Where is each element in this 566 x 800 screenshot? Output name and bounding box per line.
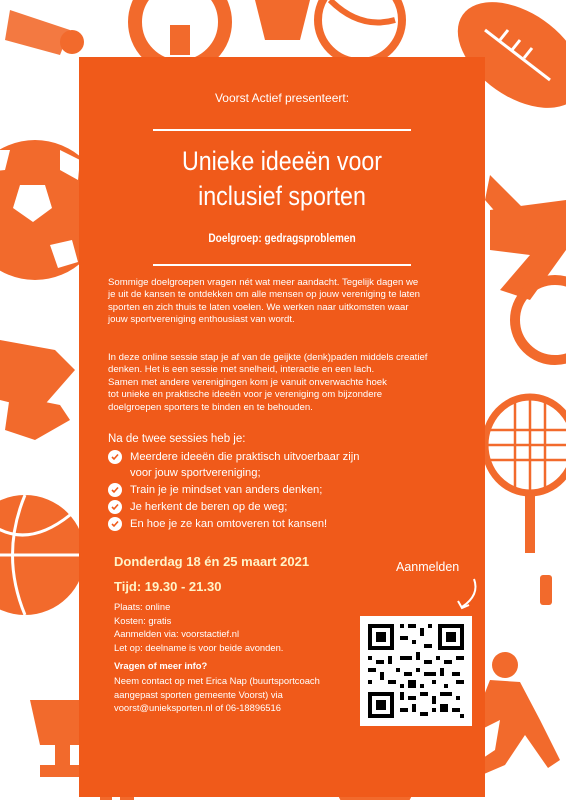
- target-group-subtitle: Doelgroep: gedragsproblemen: [208, 233, 356, 245]
- title-line-2: inclusief sporten: [198, 181, 366, 211]
- flyer-panel: [79, 57, 485, 797]
- contact-line: voorst@unieksporten.nl of 06-18896516: [114, 702, 281, 714]
- para2-line: In deze online sessie stap je af van de geijkte (denk)paden middels creatief: [108, 352, 428, 363]
- tennis-racket-icon: [485, 397, 566, 605]
- event-date: Donderdag 18 én 25 maart 2021: [114, 554, 310, 569]
- contact-heading: Vragen of meer info?: [114, 660, 208, 671]
- detail-note: Let op: deelname is voor beide avonden.: [114, 641, 284, 653]
- qr-code[interactable]: [360, 616, 472, 726]
- outcome-text: Meerdere ideeën die praktisch uitvoerbaar zijn: [130, 451, 360, 463]
- event-time: Tijd: 19.30 - 21.30: [114, 579, 222, 594]
- outcome-text: Je herkent de beren op de weg;: [130, 501, 288, 513]
- para1-line: Sommige doelgroepen vragen nét wat meer aandacht. Tegelijk dagen we: [108, 277, 419, 288]
- shuttlecock-icon: [5, 10, 84, 55]
- contact-info: [114, 674, 324, 715]
- detail-location: Plaats: online: [114, 601, 171, 612]
- medal-icon: [515, 280, 566, 360]
- para2-line: doelgroepen sporters te binden en te behouden.: [108, 401, 313, 413]
- para2-line: Samen met andere verenigingen kom je vanuit onverwachte hoek: [108, 376, 387, 388]
- outcomes-list: [108, 449, 428, 533]
- outcome-text: En hoe je ze kan omtoveren tot kansen!: [130, 518, 328, 530]
- detail-cost: Kosten: gratis: [114, 614, 172, 626]
- para1-line: jouw sportvereniging enthousiast van wordt.: [108, 314, 295, 326]
- detail-signup: Aanmelden via: voorstactief.nl: [114, 628, 240, 640]
- event-details: [114, 600, 283, 654]
- title-line-1: Unieke ideeën voor: [181, 146, 383, 176]
- para1-line: je uit de kansen te ontdekken om alle mensen op jouw vereniging te laten: [108, 289, 420, 301]
- outcome-text: Train je je mindset van anders denken;: [130, 484, 323, 496]
- curved-arrow-icon: [454, 577, 482, 613]
- para2-line: tot unieke en praktische ideeën voor je vereniging om bijzondere: [108, 389, 383, 401]
- basketball-icon: [0, 495, 85, 615]
- description-paragraph-1: [108, 277, 458, 327]
- outcomes-heading: Na de twee sessies heb je:: [108, 433, 246, 445]
- contact-line: Neem contact op met Erica Nap (buurtsportcoach: [114, 675, 320, 686]
- checkmark-icon: [108, 483, 122, 497]
- list-item: [108, 449, 428, 481]
- trophy-icon-top: [255, 0, 310, 40]
- description-paragraph-2: [108, 352, 458, 414]
- checkmark-icon: [108, 517, 122, 531]
- para1-line: sporten en zich thuis te laten voelen. We werken naar uitkomsten waar: [108, 301, 409, 313]
- page-title: [107, 144, 456, 214]
- outcome-text-cont: voor jouw sportvereniging;: [130, 467, 261, 479]
- flippers-icon: [0, 340, 75, 440]
- qr-code-icon: [360, 616, 472, 726]
- contact-line: aangepast sporten gemeente Voorst) via: [114, 688, 283, 700]
- list-item: [108, 499, 428, 515]
- list-item: [108, 516, 428, 532]
- checkmark-icon: [108, 500, 122, 514]
- intro-text: Voorst Actief presenteert:: [214, 91, 350, 105]
- list-item: [108, 482, 428, 498]
- signup-label: Aanmelden: [396, 560, 460, 574]
- para2-line: denken. Het is een sessie met snelheid, interactie en een lach.: [108, 364, 375, 376]
- top-divider: [153, 129, 411, 131]
- checkmark-icon: [108, 450, 122, 464]
- volleyball-icon: [318, 0, 402, 62]
- bottom-divider: [153, 264, 411, 266]
